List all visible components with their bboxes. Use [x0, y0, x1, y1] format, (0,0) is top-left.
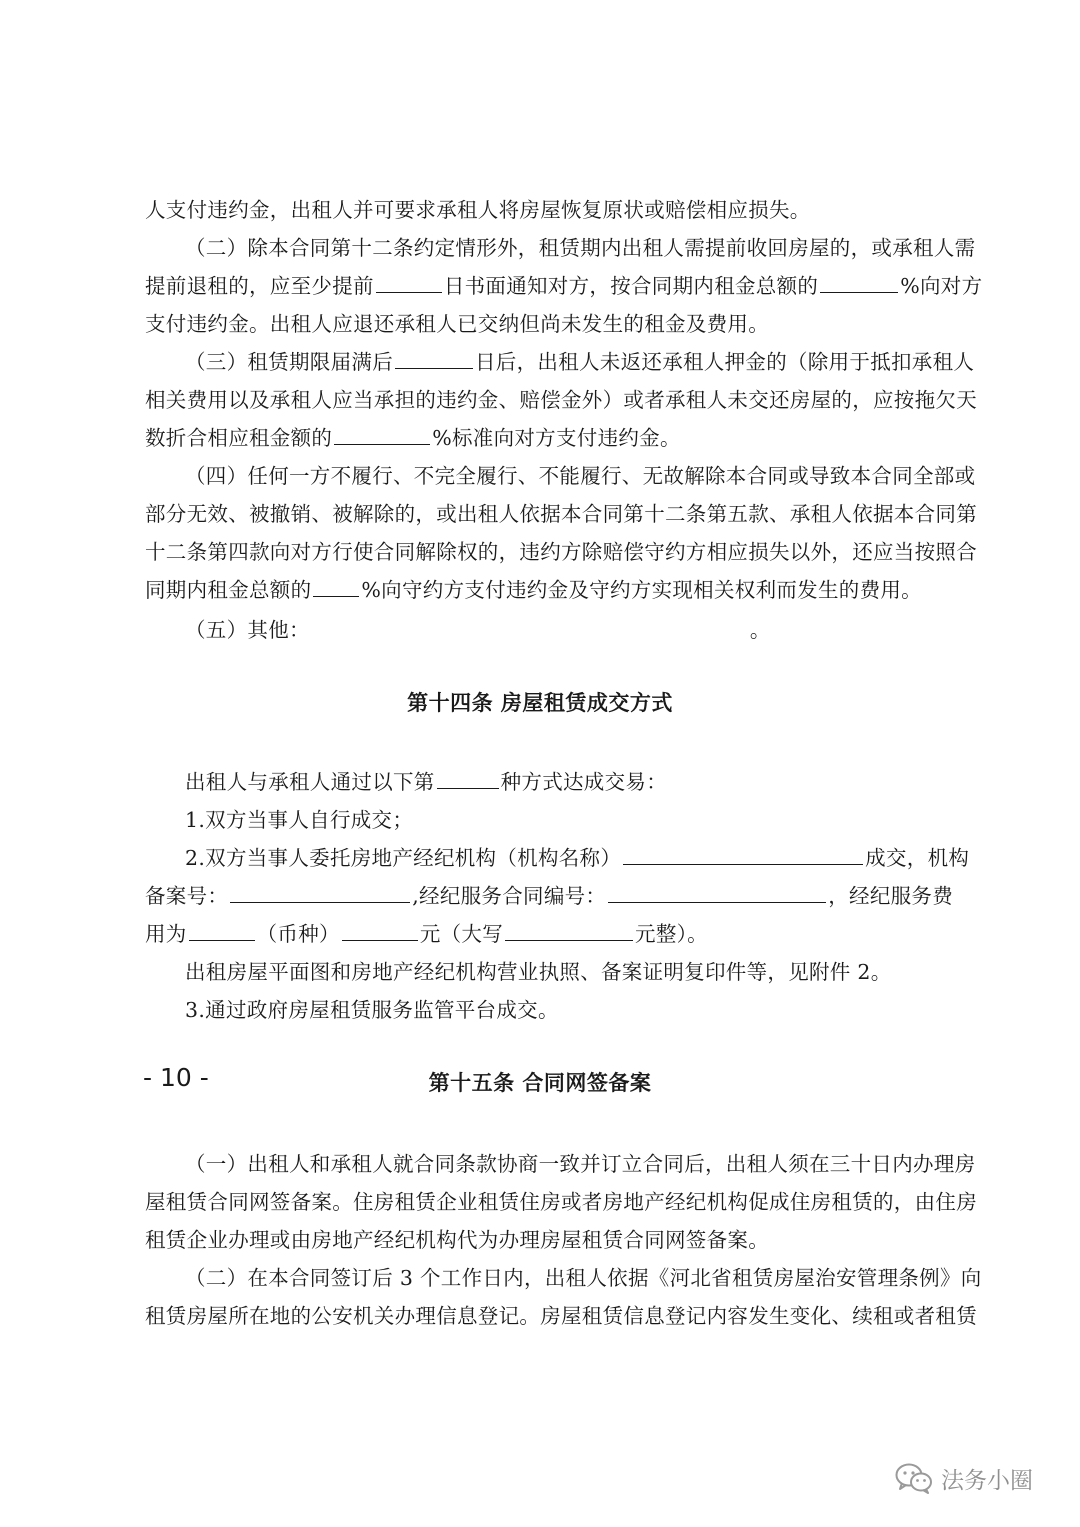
section-heading: 第十五条 合同网签备案 — [428, 1070, 652, 1095]
fill-blank — [189, 920, 255, 941]
text-line — [185, 768, 950, 796]
text-line: 屋租赁合同网签备案。住房租赁企业租赁住房或者房地产经纪机构促成住房租赁的，由住房 — [145, 1190, 977, 1214]
text-segment: 2.双方当事人委托房地产经纪机构（机构名称） — [185, 846, 622, 870]
text-line: 十二条第四款向对方行使合同解除权的，违约方除赔偿守约方相应损失以外，还应当按照合 — [145, 540, 977, 564]
text-line — [185, 844, 970, 872]
text-segment: （三）租赁期限届满后 — [185, 350, 393, 374]
fill-blank — [342, 920, 418, 941]
text-line: 3.通过政府房屋租赁服务监管平台成交。 — [185, 998, 559, 1022]
fill-blank — [820, 272, 898, 293]
text-line — [145, 882, 954, 910]
text-line: 相关费用以及承租人应当承担的违约金、赔偿金外）或者承租人未交还房屋的，应按拖欠天 — [145, 388, 977, 412]
fill-blank — [505, 920, 633, 941]
wechat-icon — [895, 1462, 933, 1494]
text-line: 租赁房屋所在地的公安机关办理信息登记。房屋租赁信息登记内容发生变化、续租或者租赁 — [145, 1304, 977, 1328]
fill-blank — [608, 882, 826, 903]
text-segment: 。 — [749, 618, 771, 642]
text-segment: 提前退租的，应至少提前 — [145, 274, 374, 298]
fill-blank — [334, 424, 430, 445]
text-segment: ，经纪服务费 — [828, 884, 954, 908]
text-segment: %向守约方支付违约金及守约方实现相关权利而发生的费用。 — [361, 578, 922, 602]
text-segment: %向对方 — [900, 274, 983, 298]
text-line — [145, 272, 983, 300]
fill-blank — [313, 576, 359, 597]
text-segment: 日后，出租人未返还承租人押金的（除用于抵扣承租人 — [475, 350, 975, 374]
text-line: 支付违约金。出租人应退还承租人已交纳但尚未发生的租金及费用。 — [145, 312, 769, 336]
text-segment: 同期内租金总额的 — [145, 578, 312, 602]
text-line: 租赁企业办理或由房地产经纪机构代为办理房屋租赁合同网签备案。 — [145, 1228, 769, 1252]
text-segment: 备案号： — [145, 884, 229, 908]
text-line: 出租房屋平面图和房地产经纪机构营业执照、备案证明复印件等，见附件 2。 — [185, 960, 892, 984]
text-line: （一）出租人和承租人就合同条款协商一致并订立合同后，出租人须在三十日内办理房 — [185, 1152, 976, 1176]
text-line — [145, 424, 950, 452]
watermark — [895, 1458, 1033, 1498]
fill-blank — [623, 844, 863, 865]
text-segment: 数折合相应租金额的 — [145, 426, 333, 450]
text-segment: 用为 — [145, 922, 187, 946]
watermark-text: 法务小圈 — [941, 1467, 1033, 1494]
text-line: 人支付违约金，出租人并可要求承租人将房屋恢复原状或赔偿相应损失。 — [145, 198, 811, 222]
fill-blank — [230, 882, 410, 903]
text-segment: 元整）。 — [635, 922, 708, 946]
text-segment: （币种） — [256, 922, 340, 946]
text-segment: （五）其他： — [185, 618, 310, 642]
fill-blank — [437, 768, 499, 789]
text-segment: %标准向对方支付违约金。 — [432, 426, 681, 450]
text-segment: 成交，机构 — [865, 846, 970, 870]
page-number: - 10 - — [143, 1063, 209, 1092]
text-segment: ,经纪服务合同编号： — [412, 884, 607, 908]
text-line: （二）除本合同第十二条约定情形外，租赁期内出租人需提前收回房屋的，或承租人需 — [185, 236, 976, 260]
text-line: （二）在本合同签订后 3 个工作日内，出租人依据《河北省租赁房屋治安管理条例》向 — [185, 1266, 982, 1290]
text-line — [185, 348, 975, 376]
text-segment: 出租人与承租人通过以下第 — [185, 770, 435, 794]
section-heading: 第十四条 房屋租赁成交方式 — [407, 690, 673, 715]
fill-blank — [376, 272, 442, 293]
text-segment: 元（大写 — [419, 922, 504, 946]
text-segment: 种方式达成交易： — [500, 770, 668, 794]
text-line — [145, 576, 950, 604]
text-line: 部分无效、被撤销、被解除的，或出租人依据本合同第十二条第五款、承租人依据本合同第 — [145, 502, 977, 526]
text-line — [185, 616, 950, 644]
text-segment: 日书面通知对方，按合同期内租金总额的 — [443, 274, 819, 298]
text-line: 1.双方当事人自行成交； — [185, 808, 414, 832]
text-line: （四）任何一方不履行、不完全履行、不能履行、无故解除本合同或导致本合同全部或 — [185, 464, 976, 488]
fill-blank — [395, 348, 473, 369]
text-line — [145, 920, 950, 948]
